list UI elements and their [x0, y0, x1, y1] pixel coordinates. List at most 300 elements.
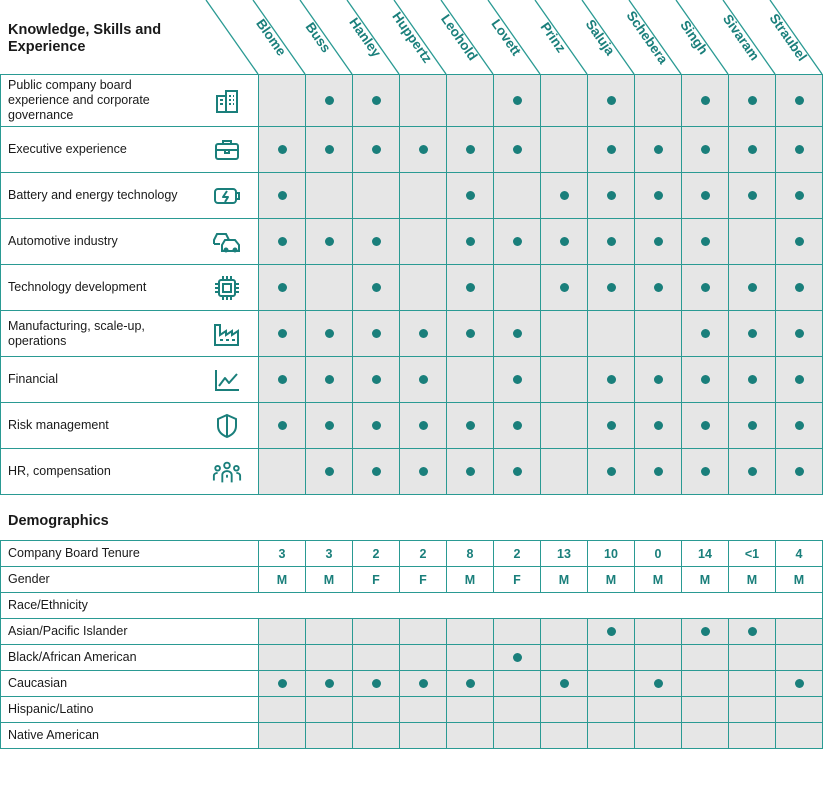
skill-cell: [494, 265, 541, 311]
skill-row: [1, 219, 823, 265]
skill-cell: [306, 403, 353, 449]
skill-label: Executive experience: [8, 142, 127, 156]
director-name: Blome: [253, 16, 290, 59]
battery-bolt-icon: [212, 181, 242, 211]
race-cell: [729, 619, 776, 645]
header-divider: [394, 0, 446, 74]
gender-row-value: F: [494, 567, 541, 593]
skill-dot: [419, 145, 428, 154]
race-cell: [729, 671, 776, 697]
director-name: Straubel: [766, 10, 810, 64]
skill-dot: [513, 145, 522, 154]
race-dot: [513, 653, 522, 662]
skill-cell: [400, 75, 447, 127]
skill-cell: [447, 265, 494, 311]
skill-dot: [701, 375, 710, 384]
race-cell: [447, 645, 494, 671]
skill-dot: [419, 329, 428, 338]
skill-dot: [748, 329, 757, 338]
skill-label: HR, compensation: [8, 464, 111, 478]
skill-cell: [682, 265, 729, 311]
skill-cell: [259, 357, 306, 403]
skill-dot: [278, 191, 287, 200]
skill-cell: [447, 403, 494, 449]
skill-cell: [447, 357, 494, 403]
skill-dot: [795, 145, 804, 154]
skill-dot: [795, 283, 804, 292]
skill-dot: [795, 191, 804, 200]
skill-dot: [795, 467, 804, 476]
building-icon: [212, 86, 242, 116]
skill-cell: [306, 357, 353, 403]
race-cell: [306, 645, 353, 671]
race-cell: [635, 723, 682, 749]
skill-cell: [494, 75, 541, 127]
skill-cell: [635, 449, 682, 495]
header-divider: [535, 0, 587, 74]
race-cell: [400, 671, 447, 697]
skill-dot: [607, 375, 616, 384]
skills-matrix: [0, 74, 823, 495]
race-dot: [795, 679, 804, 688]
gender-row-value: M: [776, 567, 823, 593]
skill-dot: [701, 421, 710, 430]
skill-dot: [654, 375, 663, 384]
race-cell: [588, 723, 635, 749]
header-divider: [488, 0, 540, 74]
header-divider: [770, 0, 822, 74]
gender-row-value: F: [353, 567, 400, 593]
skill-dot: [419, 421, 428, 430]
skill-row: [1, 357, 823, 403]
skill-dot: [325, 467, 334, 476]
race-cell: [447, 697, 494, 723]
skill-cell: [635, 357, 682, 403]
skill-dot: [278, 375, 287, 384]
skill-cell: [588, 449, 635, 495]
skill-cell: [682, 311, 729, 357]
people-icon: [212, 457, 242, 487]
director-name: Prinz: [537, 19, 569, 56]
race-cell: [306, 697, 353, 723]
skill-cell: [776, 265, 823, 311]
skill-cell: [259, 265, 306, 311]
race-cell: [494, 619, 541, 645]
skill-row: [1, 173, 823, 219]
tenure-row-value: 4: [776, 541, 823, 567]
skill-dot: [325, 375, 334, 384]
skill-dot: [654, 237, 663, 246]
race-dot: [654, 679, 663, 688]
skill-cell: [447, 311, 494, 357]
race-row: [1, 697, 823, 723]
race-dot: [748, 627, 757, 636]
director-name: Singh: [677, 17, 712, 58]
race-cell: [588, 619, 635, 645]
skill-cell: [729, 127, 776, 173]
race-cell: [682, 645, 729, 671]
skill-dot: [748, 145, 757, 154]
skill-cell: [400, 173, 447, 219]
race-cell: [541, 645, 588, 671]
skill-cell: [447, 219, 494, 265]
skill-cell: [729, 357, 776, 403]
skill-dot: [466, 467, 475, 476]
gender-row-value: M: [541, 567, 588, 593]
skill-cell: [353, 265, 400, 311]
skill-cell: [635, 173, 682, 219]
skill-dot: [748, 96, 757, 105]
skill-label-cell: [1, 127, 259, 173]
race-dot: [419, 679, 428, 688]
director-name: Leohold: [437, 11, 481, 64]
skill-cell: [541, 357, 588, 403]
skill-cell: [541, 127, 588, 173]
header-divider: [347, 0, 399, 74]
skill-dot: [372, 237, 381, 246]
skill-cell: [729, 173, 776, 219]
skill-cell: [541, 449, 588, 495]
skill-cell: [729, 449, 776, 495]
race-row: [1, 619, 823, 645]
skill-dot: [795, 96, 804, 105]
tenure-row-value: 3: [259, 541, 306, 567]
skill-cell: [588, 127, 635, 173]
header-divider: [676, 0, 728, 74]
race-cell: [353, 697, 400, 723]
skill-cell: [306, 219, 353, 265]
shield-icon: [212, 411, 242, 441]
skill-cell: [541, 265, 588, 311]
skill-cell: [400, 127, 447, 173]
skill-cell: [682, 75, 729, 127]
race-dot: [278, 679, 287, 688]
tenure-row-label: Company Board Tenure: [1, 541, 259, 567]
race-cell: [494, 723, 541, 749]
skill-cell: [635, 403, 682, 449]
skill-dot: [607, 96, 616, 105]
skill-dot: [513, 237, 522, 246]
skill-label-cell: [1, 311, 259, 357]
line-chart-icon: [212, 365, 242, 395]
skill-dot: [654, 421, 663, 430]
skill-cell: [541, 75, 588, 127]
skill-cell: [353, 75, 400, 127]
skill-cell: [259, 127, 306, 173]
skill-dot: [325, 329, 334, 338]
skill-dot: [419, 467, 428, 476]
skill-dot: [701, 191, 710, 200]
skill-cell: [494, 449, 541, 495]
skill-cell: [682, 403, 729, 449]
skill-dot: [372, 375, 381, 384]
director-name: Lovett: [488, 16, 524, 59]
tenure-row-value: 10: [588, 541, 635, 567]
skill-dot: [466, 283, 475, 292]
race-cell: [588, 697, 635, 723]
race-cell: [353, 645, 400, 671]
race-cell: [729, 723, 776, 749]
race-cell: [776, 619, 823, 645]
skill-dot: [654, 145, 663, 154]
skill-dot: [654, 191, 663, 200]
race-cell: [635, 645, 682, 671]
header-divider: [300, 0, 352, 74]
skill-cell: [447, 173, 494, 219]
race-dot: [325, 679, 334, 688]
skill-cell: [776, 357, 823, 403]
race-cell: [494, 671, 541, 697]
skill-dot: [607, 421, 616, 430]
race-cell: [635, 619, 682, 645]
gender-row: [1, 567, 823, 593]
skill-cell: [776, 449, 823, 495]
cars-icon: [212, 227, 242, 257]
skill-cell: [682, 127, 729, 173]
skill-label-cell: [1, 265, 259, 311]
race-dot: [466, 679, 475, 688]
skill-dot: [748, 467, 757, 476]
skill-cell: [400, 449, 447, 495]
skill-cell: [353, 219, 400, 265]
skill-row: [1, 127, 823, 173]
header-divider: [253, 0, 305, 74]
race-cell: [353, 671, 400, 697]
chip-icon: [212, 273, 242, 303]
director-name: Buss: [302, 19, 334, 56]
tenure-row-value: 2: [400, 541, 447, 567]
skill-dot: [513, 375, 522, 384]
skill-cell: [259, 311, 306, 357]
skill-cell: [776, 219, 823, 265]
race-label: Black/African American: [1, 645, 259, 671]
skill-cell: [400, 403, 447, 449]
skill-row: [1, 403, 823, 449]
skill-cell: [306, 311, 353, 357]
skill-cell: [494, 173, 541, 219]
skill-row: [1, 449, 823, 495]
skill-cell: [306, 449, 353, 495]
race-cell: [588, 671, 635, 697]
gender-row-value: M: [259, 567, 306, 593]
factory-icon: [212, 319, 242, 349]
race-cell: [400, 619, 447, 645]
race-cell: [259, 619, 306, 645]
race-cell: [776, 697, 823, 723]
skill-cell: [776, 311, 823, 357]
race-dot: [701, 627, 710, 636]
race-cell: [635, 697, 682, 723]
skill-label-cell: [1, 173, 259, 219]
skill-dot: [795, 375, 804, 384]
skill-label-cell: [1, 357, 259, 403]
header-divider: [206, 0, 258, 74]
skill-dot: [513, 467, 522, 476]
director-name: Saluja: [582, 16, 618, 59]
skill-dot: [701, 467, 710, 476]
header-divider: [441, 0, 493, 74]
race-cell: [776, 723, 823, 749]
skill-cell: [494, 357, 541, 403]
race-cell: [400, 697, 447, 723]
skill-cell: [494, 403, 541, 449]
skill-label-cell: [1, 219, 259, 265]
skill-cell: [447, 75, 494, 127]
skill-row: [1, 265, 823, 311]
race-cell: [306, 671, 353, 697]
tenure-row-value: <1: [729, 541, 776, 567]
race-label: Native American: [1, 723, 259, 749]
skill-dot: [560, 283, 569, 292]
skill-dot: [372, 96, 381, 105]
skill-cell: [259, 449, 306, 495]
skill-cell: [400, 219, 447, 265]
gender-row-value: M: [306, 567, 353, 593]
gender-row-value: M: [729, 567, 776, 593]
skill-cell: [588, 357, 635, 403]
skill-dot: [607, 145, 616, 154]
tenure-row: [1, 541, 823, 567]
skill-dot: [278, 237, 287, 246]
skill-dot: [419, 375, 428, 384]
skill-cell: [353, 449, 400, 495]
skill-dot: [701, 96, 710, 105]
skill-cell: [776, 403, 823, 449]
skill-cell: [729, 403, 776, 449]
race-cell: [259, 645, 306, 671]
race-cell: [776, 645, 823, 671]
race-cell: [353, 619, 400, 645]
race-cell: [776, 671, 823, 697]
skill-row: [1, 311, 823, 357]
skill-cell: [259, 173, 306, 219]
skill-dot: [701, 329, 710, 338]
skill-dot: [278, 329, 287, 338]
tenure-row-value: 8: [447, 541, 494, 567]
skill-dot: [513, 96, 522, 105]
race-cell: [682, 697, 729, 723]
skill-cell: [494, 311, 541, 357]
skill-cell: [776, 127, 823, 173]
skill-cell: [541, 403, 588, 449]
skill-dot: [372, 145, 381, 154]
race-cell: [259, 697, 306, 723]
race-cell: [306, 723, 353, 749]
skill-dot: [748, 375, 757, 384]
tenure-row-value: 13: [541, 541, 588, 567]
skill-label: Financial: [8, 372, 59, 386]
race-cell: [306, 619, 353, 645]
race-row: [1, 645, 823, 671]
header-divider: [629, 0, 681, 74]
skill-cell: [776, 75, 823, 127]
skill-cell: [541, 311, 588, 357]
race-cell: [259, 723, 306, 749]
skill-dot: [607, 467, 616, 476]
skill-label: Public company board experience and corporate governance: [8, 78, 150, 122]
gender-row-value: M: [635, 567, 682, 593]
skill-label-cell: [1, 75, 259, 127]
skill-cell: [635, 265, 682, 311]
race-cell: [635, 671, 682, 697]
race-cell: [729, 645, 776, 671]
race-cell: [259, 671, 306, 697]
skill-dot: [325, 237, 334, 246]
race-label: Hispanic/Latino: [1, 697, 259, 723]
director-name: Huppertz: [389, 9, 436, 66]
director-name: Sivaram: [719, 11, 763, 64]
skill-cell: [635, 219, 682, 265]
skill-cell: [306, 173, 353, 219]
skill-dot: [654, 467, 663, 476]
skill-cell: [541, 219, 588, 265]
header-divider: [582, 0, 634, 74]
skill-cell: [776, 173, 823, 219]
race-dot: [607, 627, 616, 636]
gender-row-value: M: [682, 567, 729, 593]
skill-cell: [306, 127, 353, 173]
skill-cell: [588, 403, 635, 449]
skills-section-title: Knowledge, Skills and Experience: [8, 22, 162, 55]
skill-cell: [729, 75, 776, 127]
skill-cell: [400, 357, 447, 403]
gender-row-value: M: [447, 567, 494, 593]
skill-label: Technology development: [8, 280, 147, 294]
skill-cell: [588, 265, 635, 311]
skill-dot: [513, 421, 522, 430]
skill-cell: [353, 357, 400, 403]
skill-cell: [588, 219, 635, 265]
skill-dot: [701, 237, 710, 246]
skill-cell: [729, 219, 776, 265]
skill-dot: [372, 283, 381, 292]
race-cell: [447, 723, 494, 749]
skill-label: Automotive industry: [8, 234, 118, 248]
race-cell: [541, 697, 588, 723]
skill-dot: [278, 283, 287, 292]
gender-row-value: F: [400, 567, 447, 593]
skill-cell: [353, 127, 400, 173]
skill-dot: [372, 421, 381, 430]
skill-cell: [494, 127, 541, 173]
race-dot: [372, 679, 381, 688]
skill-cell: [259, 75, 306, 127]
race-label: Asian/Pacific Islander: [1, 619, 259, 645]
race-label: Caucasian: [1, 671, 259, 697]
skill-dot: [748, 421, 757, 430]
skill-label-cell: [1, 403, 259, 449]
race-cell: [729, 697, 776, 723]
demographics-table: [0, 540, 823, 749]
race-cell: [588, 645, 635, 671]
skill-dot: [607, 191, 616, 200]
skill-label: Risk management: [8, 418, 109, 432]
skill-dot: [466, 145, 475, 154]
director-name: Hanley: [346, 14, 385, 60]
skill-cell: [635, 75, 682, 127]
race-cell: [494, 697, 541, 723]
race-cell: [682, 619, 729, 645]
demographics-section-title: Demographics: [8, 513, 109, 529]
gender-row-value: M: [588, 567, 635, 593]
skill-dot: [795, 329, 804, 338]
skill-dot: [513, 329, 522, 338]
race-cell: [447, 619, 494, 645]
skill-cell: [541, 173, 588, 219]
briefcase-icon: [212, 135, 242, 165]
header-divider: [723, 0, 775, 74]
skill-cell: [306, 75, 353, 127]
